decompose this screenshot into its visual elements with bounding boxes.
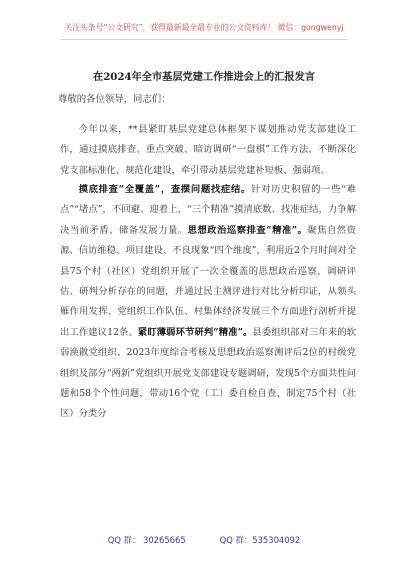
section-heading-1: 摸底排查“全覆盖”，查摆问题找症结。 [78, 184, 252, 195]
body-paragraph-1: 今年以来，**县紧盯基层党建总体框架下谋划推动党支部建设工作，通过摸底排查、重点突破、暗访调研“一盘棋”工作方法，不断深化党支部标准化、规范化建设，牵引带动基层党建补短板、强弱项。 [60, 124, 356, 176]
salutation: 尊敬的各位领导，同志们： [58, 94, 171, 105]
footer-qq-group-2: QQ 群：535304092 [219, 535, 301, 545]
header-divider [60, 39, 348, 40]
footer-contact [0, 534, 408, 546]
section-text-2: 聚焦自然资源、信访维稳、项目建设、不良现象“四个维度”，利用近2个月时间对全县75个村（社区）党组织开展了一次全覆盖的思想政治巡察，调研评估、研判分析存在的问题，并通过民主测评进行对比分析印证，从领头雁作用发挥、党组织工作队伍、村集体经济发展三个方面进行剖析并提出工作建议12条。 [60, 224, 356, 338]
subheading-weak-links: 紧盯薄弱环节研判“精准”。 [137, 326, 253, 338]
footer-qq-group-1: QQ 群： 30265665 [107, 535, 186, 545]
section-text-3: 县委组织部对三年来的软弱涣散党组织、2023年度综合考核及思想政治巡察测评后2位的村级党组织及部分“两新”党组织开展党支部建设专题调研，发现5个方面共性问题和58个个性问题，带动16个党（工）委自检自查，制定75个村（社区）分类分 [60, 326, 356, 420]
section-text-1: 针对历史积留的一些“难点”“堵点”，不回避、迎着上，“三个精准”摸清底数、找准症结，力争解决当前矛盾、储备发展力量。 [60, 184, 356, 236]
subheading-ideological-inspection: 思想政治巡察排查“精准”。 [187, 224, 308, 236]
header-promo-banner: 关注头条号“公文研究”，获得最新最全最专业的公文资料库！ 微信：gongwenyj [64, 23, 344, 32]
body-paragraph-2 [60, 180, 356, 425]
document-title: 在2024年全市基层党建工作推进会上的汇报发言 [93, 71, 315, 83]
